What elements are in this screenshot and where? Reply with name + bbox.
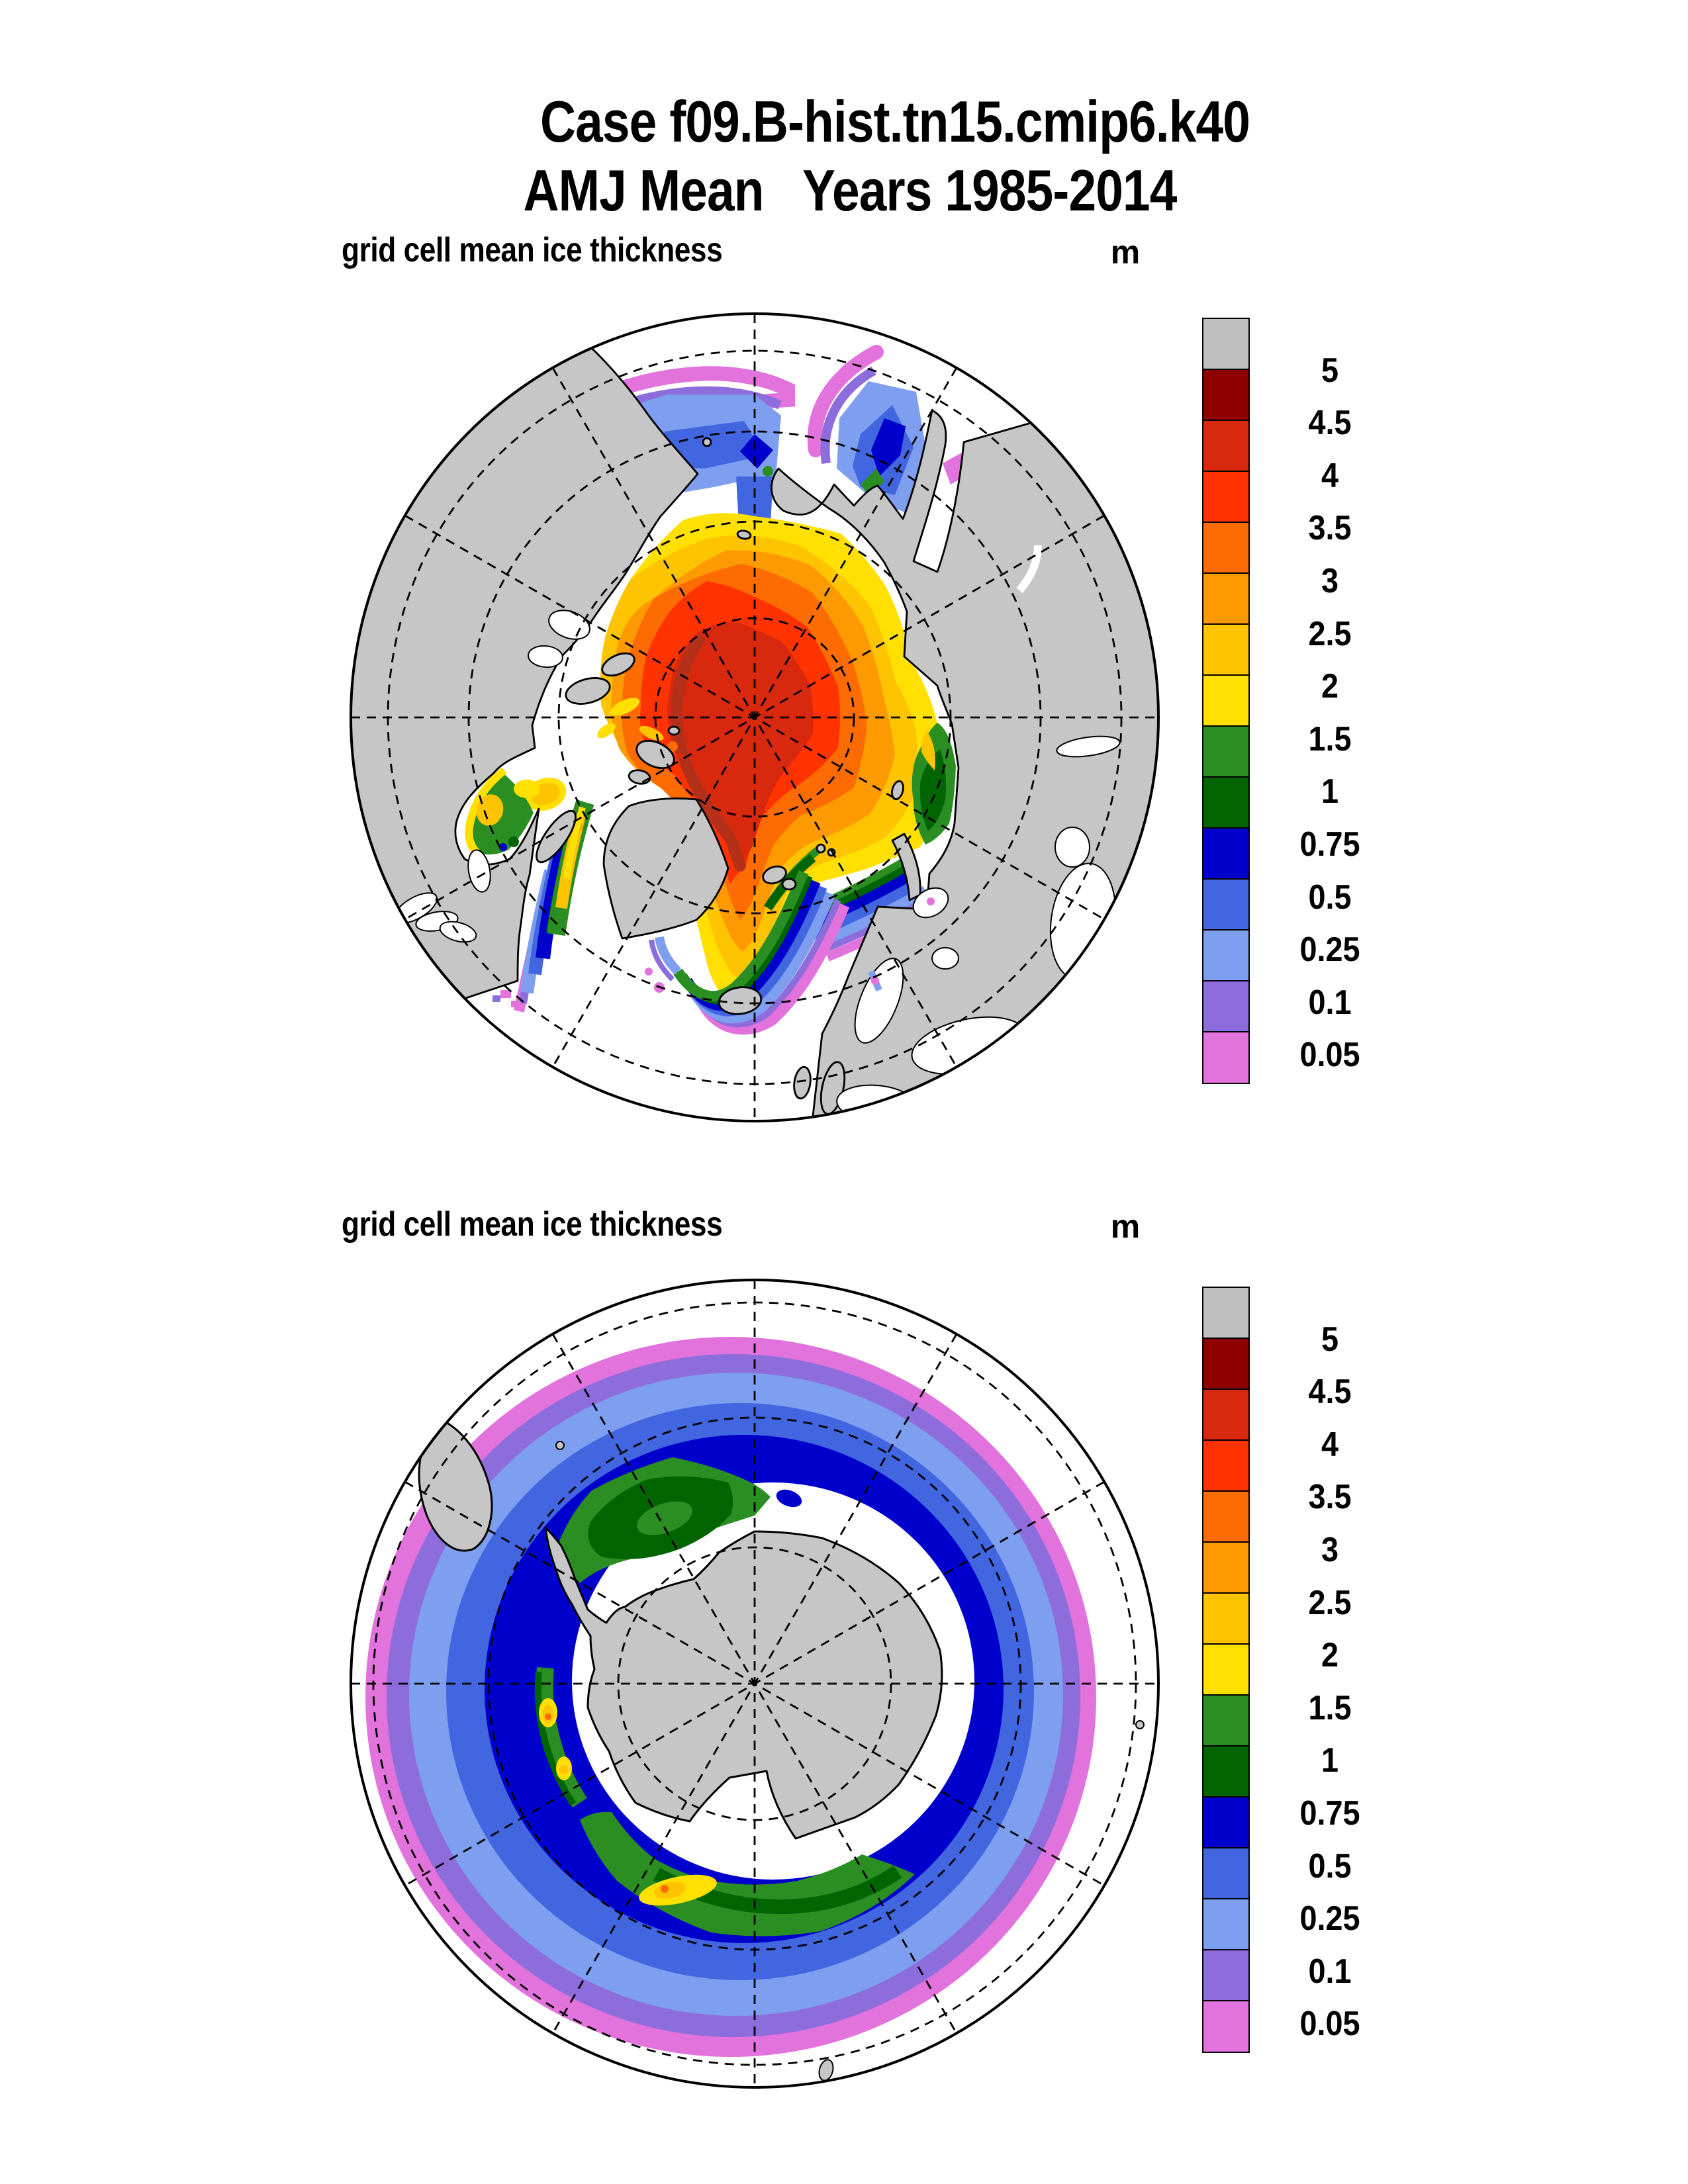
colorbar-tick-label: 4.5 — [1308, 1373, 1352, 1412]
colorbar-tick-label: 1.5 — [1308, 1688, 1352, 1727]
franz-josef-land — [817, 844, 825, 852]
colorbar-cell — [1202, 1287, 1250, 1340]
north-unit-label: m — [1110, 234, 1141, 271]
colorbar-tick-label: 2 — [1321, 1636, 1339, 1675]
colorbar-tick-label: 4 — [1321, 456, 1339, 495]
white-sea-ice-dot — [927, 897, 935, 905]
colorbar-cell — [1202, 827, 1250, 880]
colorbar-cell — [1202, 1898, 1250, 1951]
colorbar-rail — [1202, 1287, 1250, 2053]
colorbar-tick-label: 0.05 — [1299, 2005, 1360, 2044]
svalbard-2 — [782, 879, 796, 889]
colorbar-tick-label: 4 — [1321, 1425, 1339, 1464]
colorbar-tick-label: 0.05 — [1299, 1036, 1360, 1075]
colorbar-cell — [1202, 929, 1250, 982]
colorbar-tick-label: 1 — [1321, 1741, 1339, 1780]
colorbar-cell — [1202, 674, 1250, 727]
colorbar-cell — [1202, 420, 1250, 473]
colorbar-cell — [1202, 522, 1250, 574]
colorbar-tick-label: 0.75 — [1299, 825, 1360, 864]
colorbar-tick-label: 1.5 — [1308, 719, 1352, 758]
colorbar-tick-label: 2 — [1321, 667, 1339, 706]
colorbar-rail — [1202, 318, 1250, 1084]
colorbar-tick-label: 2.5 — [1308, 614, 1352, 653]
colorbar-tick-label: 2.5 — [1308, 1583, 1352, 1622]
amundsen-gold — [559, 1765, 569, 1774]
colorbar-cell — [1202, 369, 1250, 422]
colorbar-cell — [1202, 1847, 1250, 1900]
south-subplot-title: grid cell mean ice thickness — [342, 1205, 723, 1244]
colorbar-cell — [1202, 1031, 1250, 1084]
colorbar-tick-label: 1 — [1321, 772, 1339, 811]
south-colorbar — [1202, 1287, 1401, 2081]
colorbar-cell — [1202, 1490, 1250, 1543]
colorbar-cell — [1202, 2000, 1250, 2053]
south-map — [347, 1276, 1162, 2091]
south-unit-label: m — [1110, 1208, 1141, 1245]
colorbar-cell — [1202, 623, 1250, 676]
north-colorbar — [1202, 318, 1401, 1112]
colorbar-cell — [1202, 1745, 1250, 1798]
colorbar-tick-label: 5 — [1321, 351, 1339, 390]
colorbar-cell — [1202, 1541, 1250, 1594]
colorbar-tick-label: 3 — [1321, 562, 1339, 600]
main-title-line1: Case f09.B-hist.tn15.cmip6.k40 — [539, 89, 1250, 154]
colorbar-tick-label: 0.1 — [1308, 1952, 1352, 1991]
north-map-svg — [347, 310, 1162, 1125]
south-map-svg — [347, 1276, 1162, 2091]
bellingshausen-orange — [545, 1713, 551, 1720]
colorbar-cell — [1202, 878, 1250, 931]
colorbar-tick-label: 3.5 — [1308, 509, 1352, 548]
colorbar-tick-label: 0.1 — [1308, 983, 1352, 1022]
colorbar-tick-label: 4.5 — [1308, 404, 1352, 443]
small-island — [669, 727, 679, 735]
colorbar-tick-label: 0.25 — [1299, 1899, 1360, 1938]
bering-ice-green — [763, 466, 773, 477]
colorbar-tick-label: 5 — [1321, 1320, 1339, 1359]
colorbar-cell — [1202, 1796, 1250, 1849]
north-map — [347, 310, 1162, 1125]
st-lawrence-island — [703, 438, 711, 446]
colorbar-tick-label: 0.25 — [1299, 931, 1360, 970]
colorbar-cell — [1202, 1643, 1250, 1696]
colorbar-tick-label: 3.5 — [1308, 1478, 1352, 1517]
colorbar-tick-label: 0.75 — [1299, 1794, 1360, 1833]
colorbar-cell — [1202, 1388, 1250, 1441]
ross-arc-orange — [661, 1885, 669, 1893]
colorbar-cell — [1202, 1949, 1250, 2002]
colorbar-tick-label: 0.5 — [1308, 1846, 1352, 1886]
colorbar-cell — [1202, 980, 1250, 1033]
colorbar-cell — [1202, 725, 1250, 778]
colorbar-cell — [1202, 572, 1250, 625]
colorbar-cell — [1202, 471, 1250, 523]
colorbar-cell — [1202, 1592, 1250, 1645]
colorbar-tick-label: 3 — [1321, 1531, 1339, 1569]
colorbar-cell — [1202, 776, 1250, 829]
colorbar-cell — [1202, 1439, 1250, 1492]
main-title-line2: AMJ Mean Years 1985-2014 — [523, 158, 1177, 223]
colorbar-tick-label: 0.5 — [1308, 878, 1352, 917]
colorbar-cell — [1202, 1694, 1250, 1747]
north-subplot-title: grid cell mean ice thickness — [342, 231, 723, 269]
bothnia-ice-dot — [871, 977, 879, 985]
colorbar-cell — [1202, 318, 1250, 371]
colorbar-cell — [1202, 1338, 1250, 1390]
